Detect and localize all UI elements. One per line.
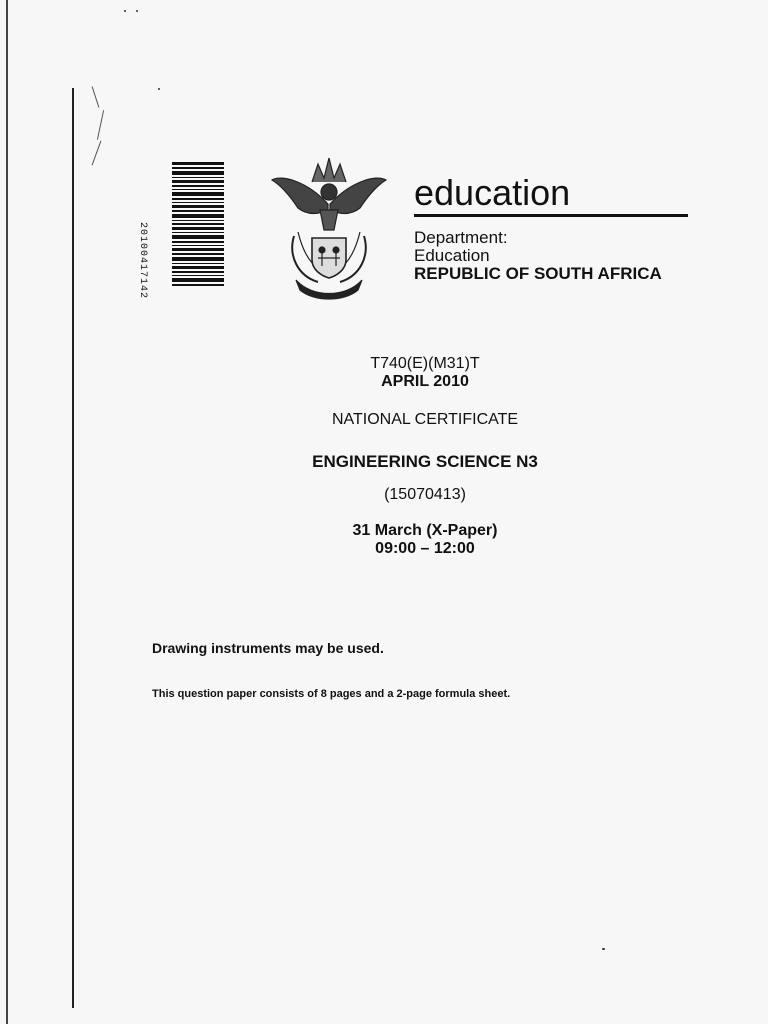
scan-mark <box>97 110 104 140</box>
scan-mark <box>92 141 102 166</box>
instruction-drawing-instruments: Drawing instruments may be used. <box>152 640 384 656</box>
header-rule <box>414 214 688 217</box>
scan-speck <box>602 948 605 950</box>
certificate-name: NATIONAL CERTIFICATE <box>331 411 519 428</box>
scan-mark <box>92 86 100 107</box>
subject-code: (15070413) <box>384 486 466 503</box>
coat-of-arms-emblem <box>268 152 390 300</box>
instruction-page-count: This question paper consists of 8 pages and a 2-page formula sheet. <box>152 688 511 700</box>
exam-time: 09:00 – 12:00 <box>375 540 475 557</box>
paper-code: T740(E)(M31)T <box>370 355 480 372</box>
scan-speck <box>136 10 138 12</box>
barcode <box>150 160 224 288</box>
scan-speck <box>158 88 160 90</box>
department-label: Department: <box>414 228 508 247</box>
paper-date: APRIL 2010 <box>381 373 469 390</box>
country-name: REPUBLIC OF SOUTH AFRICA <box>414 264 662 283</box>
scan-edge-outer <box>6 0 8 1024</box>
exam-day: 31 March (X-Paper) <box>352 522 498 539</box>
department-name: Education <box>414 246 490 265</box>
subject-title: ENGINEERING SCIENCE N3 <box>312 452 538 471</box>
department-wordmark: education <box>414 172 571 213</box>
scan-edge-inner <box>72 88 74 1008</box>
scan-speck <box>124 10 126 12</box>
barcode-number: 20100417142 <box>137 222 148 300</box>
